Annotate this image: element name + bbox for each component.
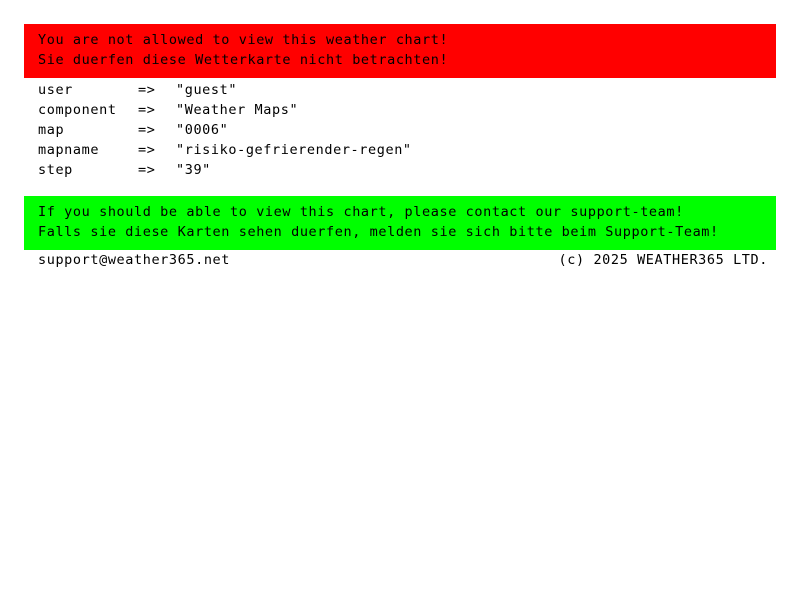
parameter-arrow: =>: [138, 122, 156, 138]
copyright-text: (c) 2025 WEATHER365 LTD.: [558, 252, 768, 268]
parameter-row-step: [38, 160, 758, 180]
error-banner: [24, 24, 776, 78]
parameter-key: mapname: [38, 142, 100, 158]
error-banner-line-de: Sie duerfen diese Wetterkarte nicht betrachten!: [38, 52, 449, 68]
parameter-list: [38, 80, 758, 180]
parameter-row-component: [38, 100, 758, 120]
parameter-arrow: =>: [138, 82, 156, 98]
info-banner-line-de: Falls sie diese Karten sehen duerfen, melden sie sich bitte beim Support-Team!: [38, 224, 719, 240]
parameter-arrow: =>: [138, 142, 156, 158]
parameter-value: "guest": [176, 82, 238, 98]
parameter-value: "39": [176, 162, 211, 178]
parameter-value: "0006": [176, 122, 229, 138]
parameter-key: step: [38, 162, 73, 178]
parameter-value: "risiko-gefrierender-regen": [176, 142, 412, 158]
parameter-arrow: =>: [138, 162, 156, 178]
info-banner: [24, 196, 776, 250]
parameter-row-user: [38, 80, 758, 100]
parameter-key: component: [38, 102, 117, 118]
footer: [38, 250, 768, 270]
parameter-arrow: =>: [138, 102, 156, 118]
parameter-key: user: [38, 82, 73, 98]
parameter-key: map: [38, 122, 65, 138]
parameter-row-mapname: [38, 140, 758, 160]
info-banner-line-en: If you should be able to view this chart, please contact our support-team!: [38, 204, 684, 220]
parameter-row-map: [38, 120, 758, 140]
error-banner-line-en: You are not allowed to view this weather chart!: [38, 32, 449, 48]
parameter-value: "Weather Maps": [176, 102, 299, 118]
support-email-link[interactable]: support@weather365.net: [38, 252, 231, 268]
